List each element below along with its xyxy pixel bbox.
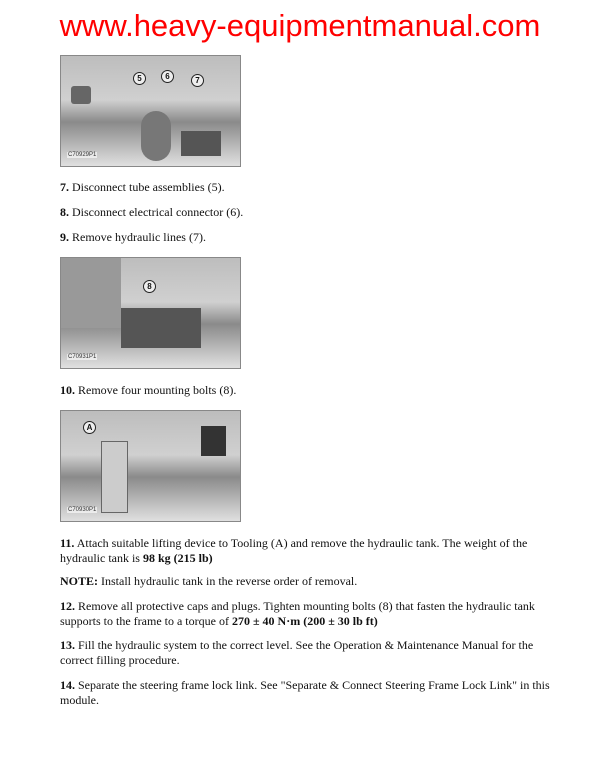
callout-5: 5: [133, 72, 146, 85]
watermark: www.heavy-equipmentmanual.com: [59, 8, 541, 43]
step-7: 7. Disconnect tube assemblies (5).: [60, 180, 225, 194]
step-10: 10. Remove four mounting bolts (8).: [60, 383, 237, 397]
step-13: 13. Fill the hydraulic system to the correct level. See the Operation & Maintenance Manual for the correct filling procedure.: [60, 638, 534, 667]
figure-caption: C70930P1: [68, 507, 97, 513]
figure-lifting-tooling: [60, 410, 241, 522]
step-9: 9. Remove hydraulic lines (7).: [60, 230, 206, 244]
note: NOTE: Install hydraulic tank in the reverse order of removal.: [60, 574, 358, 588]
callout-6: 6: [161, 70, 174, 83]
step-11: 11. Attach suitable lifting device to Tooling (A) and remove the hydraulic tank. The weight of the hydraulic tank is 98 kg (215 lb): [60, 536, 528, 565]
figure-caption: C70931P1: [68, 354, 97, 360]
callout-7: 7: [191, 74, 204, 87]
step-12: 12. Remove all protective caps and plugs. Tighten mounting bolts (8) that fasten the hydraulic tank supports to the frame to a torque of 270 ± 40 N·m (200 ± 30 lb ft): [60, 599, 535, 628]
step-14: 14. Separate the steering frame lock link. See "Separate & Connect Steering Frame Lock Link" in this module.: [60, 678, 550, 707]
figure-caption: C70929P1: [68, 152, 97, 158]
figure-mounting-bolts: [60, 257, 241, 369]
callout-a: A: [83, 421, 96, 434]
step-8: 8. Disconnect electrical connector (6).: [60, 205, 244, 219]
callout-8: 8: [143, 280, 156, 293]
figure-tube-assemblies: [60, 55, 241, 167]
